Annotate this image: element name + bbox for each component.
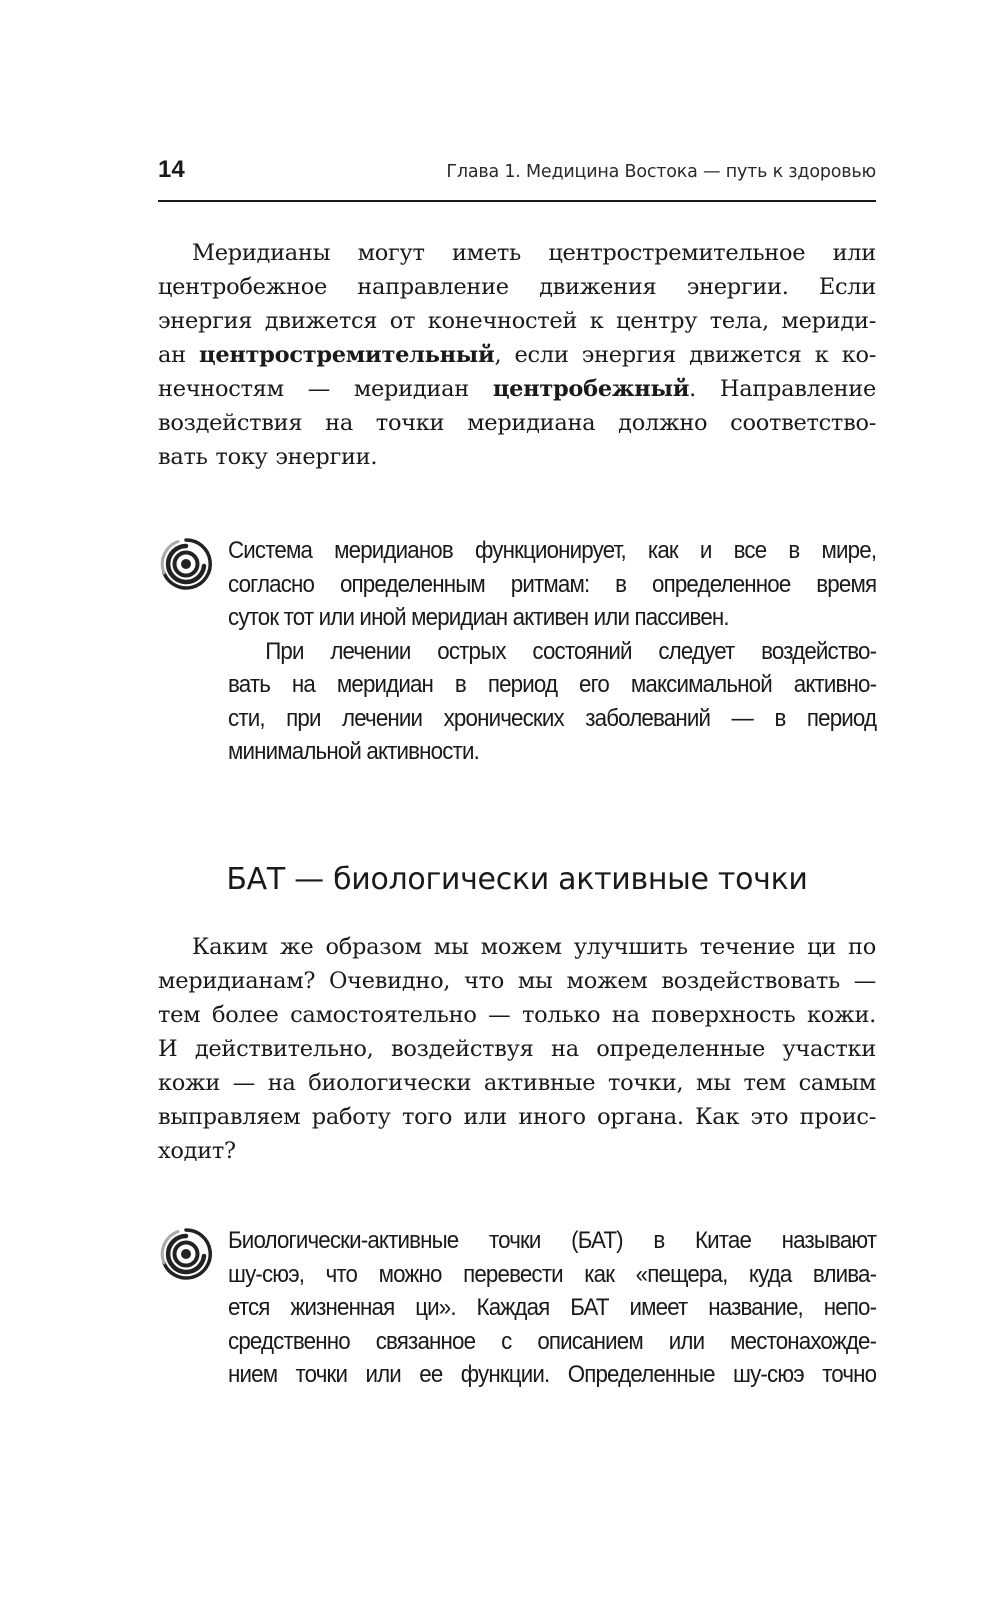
text-line: сти, при лечении хронических заболеваний — в период [228, 704, 877, 732]
page-number: 14 [158, 156, 185, 183]
term-centripetal: центростремительный [199, 342, 495, 368]
paragraph-meridian-direction [158, 236, 876, 474]
text-line: центробежное направление движения энергии. Если [158, 274, 876, 300]
text-line: Меридианы могут иметь центростремительное или [192, 240, 876, 266]
text-line: вать на меридиан в период его максимальной активно- [228, 671, 877, 698]
text-line: Биологически-активные точки (БАТ) в Китае называют [228, 1227, 877, 1254]
callout-text [228, 534, 876, 769]
text-line: Система меридианов функционирует, как и все в мире, [228, 537, 877, 564]
text-line: средственно связанное с описанием или местонахожде- [228, 1327, 877, 1355]
text-line: суток тот или иной меридиан активен или пассивен. [228, 604, 729, 631]
text-line: тем более самостоятельно — только на поверхность кожи. [158, 1002, 876, 1028]
running-header [158, 150, 876, 202]
target-spiral-icon [158, 536, 214, 592]
running-title: Глава 1. Медицина Востока — путь к здоровью [446, 162, 876, 182]
paragraph-bat-intro [158, 930, 876, 1168]
target-spiral-icon [158, 1226, 214, 1282]
text-line: нием точки или ее функции. Определенные шу-сюэ точно [228, 1361, 877, 1388]
text-line: Каким же образом мы можем улучшить течение ци по [192, 934, 876, 960]
text-line: кожи — на биологически активные точки, мы тем самым [158, 1070, 876, 1096]
text-line: выправляем работу того или иного органа. Как это проис- [158, 1104, 876, 1130]
text-line: шу-сюэ, что можно перевести как «пещера, куда влива- [228, 1260, 877, 1288]
text-fragment: нечностям — меридиан [158, 376, 493, 402]
text-fragment: ан [158, 342, 200, 368]
callout-bat-definition [158, 1224, 876, 1404]
text-line: ется жизненная ци». Каждая БАТ имеет название, непо- [228, 1294, 877, 1321]
term-centrifugal: центробежный [492, 376, 690, 402]
text-line: минимальной активности. [228, 738, 479, 765]
text-line: энергия движется от конечностей к центру тела, мериди- [158, 308, 876, 334]
text-line: меридианам? Очевидно, что мы можем воздействовать — [158, 968, 876, 994]
text-line: согласно определенным ритмам: в определенное время [228, 570, 877, 598]
text-fragment: . Направление [689, 376, 877, 402]
section-heading: БАТ — биологически активные точки [226, 862, 808, 897]
text-line: ходит? [158, 1138, 236, 1164]
callout-text [228, 1224, 876, 1392]
text-line: И действительно, воздействуя на определенные участки [158, 1036, 876, 1062]
callout-meridian-rhythms [158, 534, 876, 774]
text-line: При лечении острых состояний следует воздейство- [265, 637, 877, 665]
text-line: вать току энергии. [158, 444, 378, 470]
text-line: воздействия на точки меридиана должно соответство- [158, 410, 876, 436]
text-fragment: , если энергия движется к ко- [494, 342, 876, 368]
